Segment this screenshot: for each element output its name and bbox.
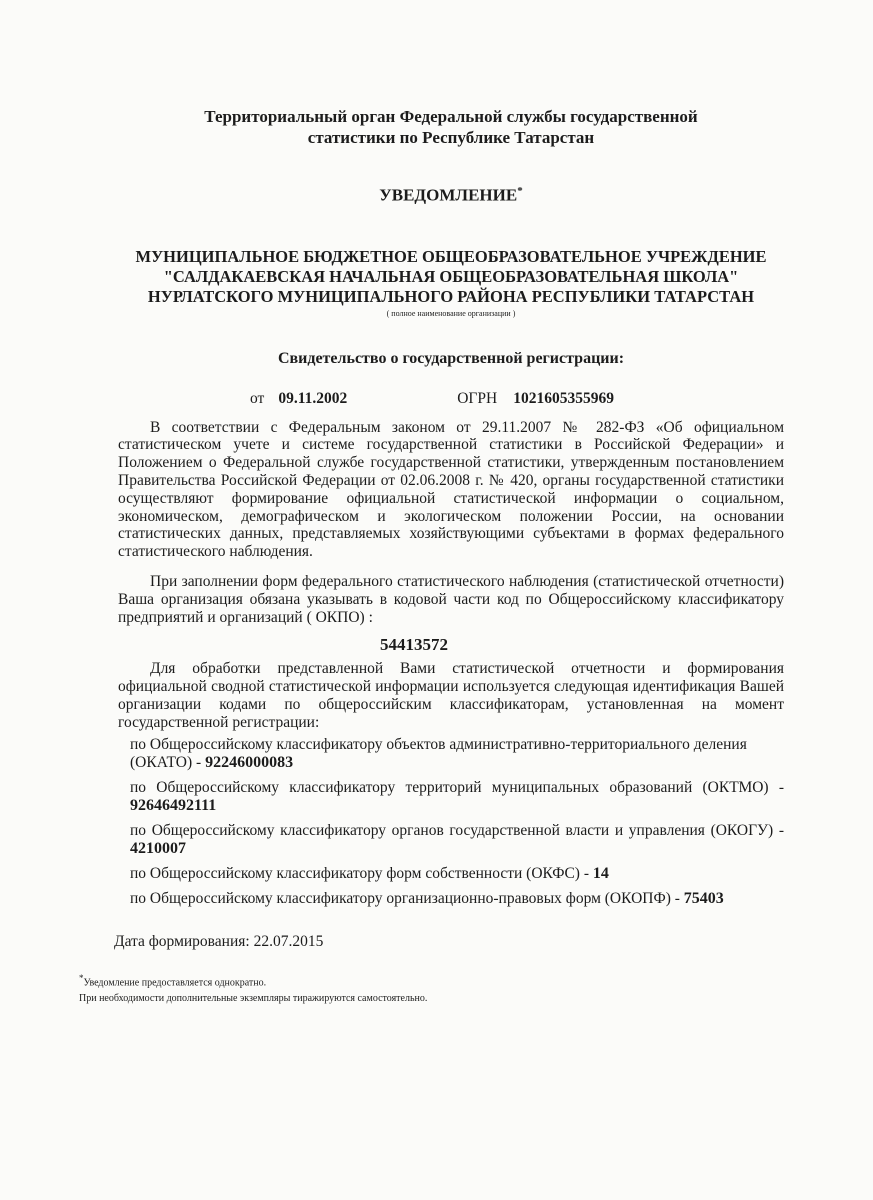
paragraph-okpo: При заполнении форм федерального статистического наблюдения (статистической отчетности) Ваша организация обязана указывать в кодовой части код по Общероссийскому классификатору предприятий и организаций ( ОКПО) : [118, 573, 784, 626]
organization-name: МУНИЦИПАЛЬНОЕ БЮДЖЕТНОЕ ОБЩЕОБРАЗОВАТЕЛЬНОЕ УЧРЕЖДЕНИЕ "САЛДАКАЕВСКАЯ НАЧАЛЬНАЯ ОБЩЕОБРАЗОВАТЕЛЬНАЯ ШКОЛА" НУРЛАТСКОГО МУНИЦИПАЛЬНОГО РАЙОНА РЕСПУБЛИКИ ТАТАРСТАН [135, 246, 767, 306]
okpo-value: 54413572 [380, 635, 448, 655]
registration-date: 09.11.2002 [278, 389, 348, 407]
organization-note: ( полное наименование организации ) [386, 308, 516, 318]
document-title: УВЕДОМЛЕНИЕ* [379, 185, 523, 205]
registration-info: от 09.11.2002 ОГРН 1021605355969 [250, 389, 614, 407]
issuer-line-2: статистики по Республике Татарстан [307, 128, 595, 147]
ogrn-value: 1021605355969 [513, 389, 614, 407]
footnote: *Уведомление предоставляется однократно. При необходимости дополнительные экземпляры тиражируются самостоятельно. [79, 972, 428, 1004]
certificate-heading: Свидетельство о государственной регистрации: [277, 349, 625, 367]
code-okopf: по Общероссийскому классификатору организационно-правовых форм (ОКОПФ) - 75403 [130, 889, 724, 907]
date-formed: Дата формирования: 22.07.2015 [114, 932, 324, 950]
issuer-header [118, 106, 784, 148]
code-okfs: по Общероссийскому классификатору форм собственности (ОКФС) - 14 [130, 864, 609, 882]
classifier-codes [118, 736, 784, 908]
issuer-line-1: Территориальный орган Федеральной службы государственной [204, 107, 698, 126]
code-okogu: по Общероссийскому классификатору органов государственной власти и управления (ОКОГУ) - 4210007 [130, 821, 784, 857]
document-page [79, 0, 784, 1007]
code-oktmo: по Общероссийскому классификатору территорий муниципальных образований (ОКТМО) - 92646492111 [130, 778, 784, 814]
paragraph-codes: Для обработки представленной Вами статистической отчетности и формирования официальной сводной статистической информации используется следующая идентификация Вашей организации кодами по общероссийским классификаторам, установленная на момент государственной регистрации: [118, 660, 784, 731]
paragraph-law: В соответствии с Федеральным законом от 29.11.2007 № 282-ФЗ «Об официальном статистическом учете и системе государственной статистики в Российской Федерации» и Положением о Федеральной службе государственной статистики, утвержденным постановлением Правительства Российской Федерации от 02.06.2008 г. № 420, органы государственной статистики осуществляют формирование официальной статистической информации о социальном, экономическом, демографическом и экологическом положении России, на основании статистических данных, представляемых хозяйствующими субъектами в формах федерального статистического наблюдения. [118, 418, 784, 561]
code-okato: по Общероссийскому классификатору объектов административно-территориального деления (ОКАТО) - 92246000083 [130, 735, 747, 771]
